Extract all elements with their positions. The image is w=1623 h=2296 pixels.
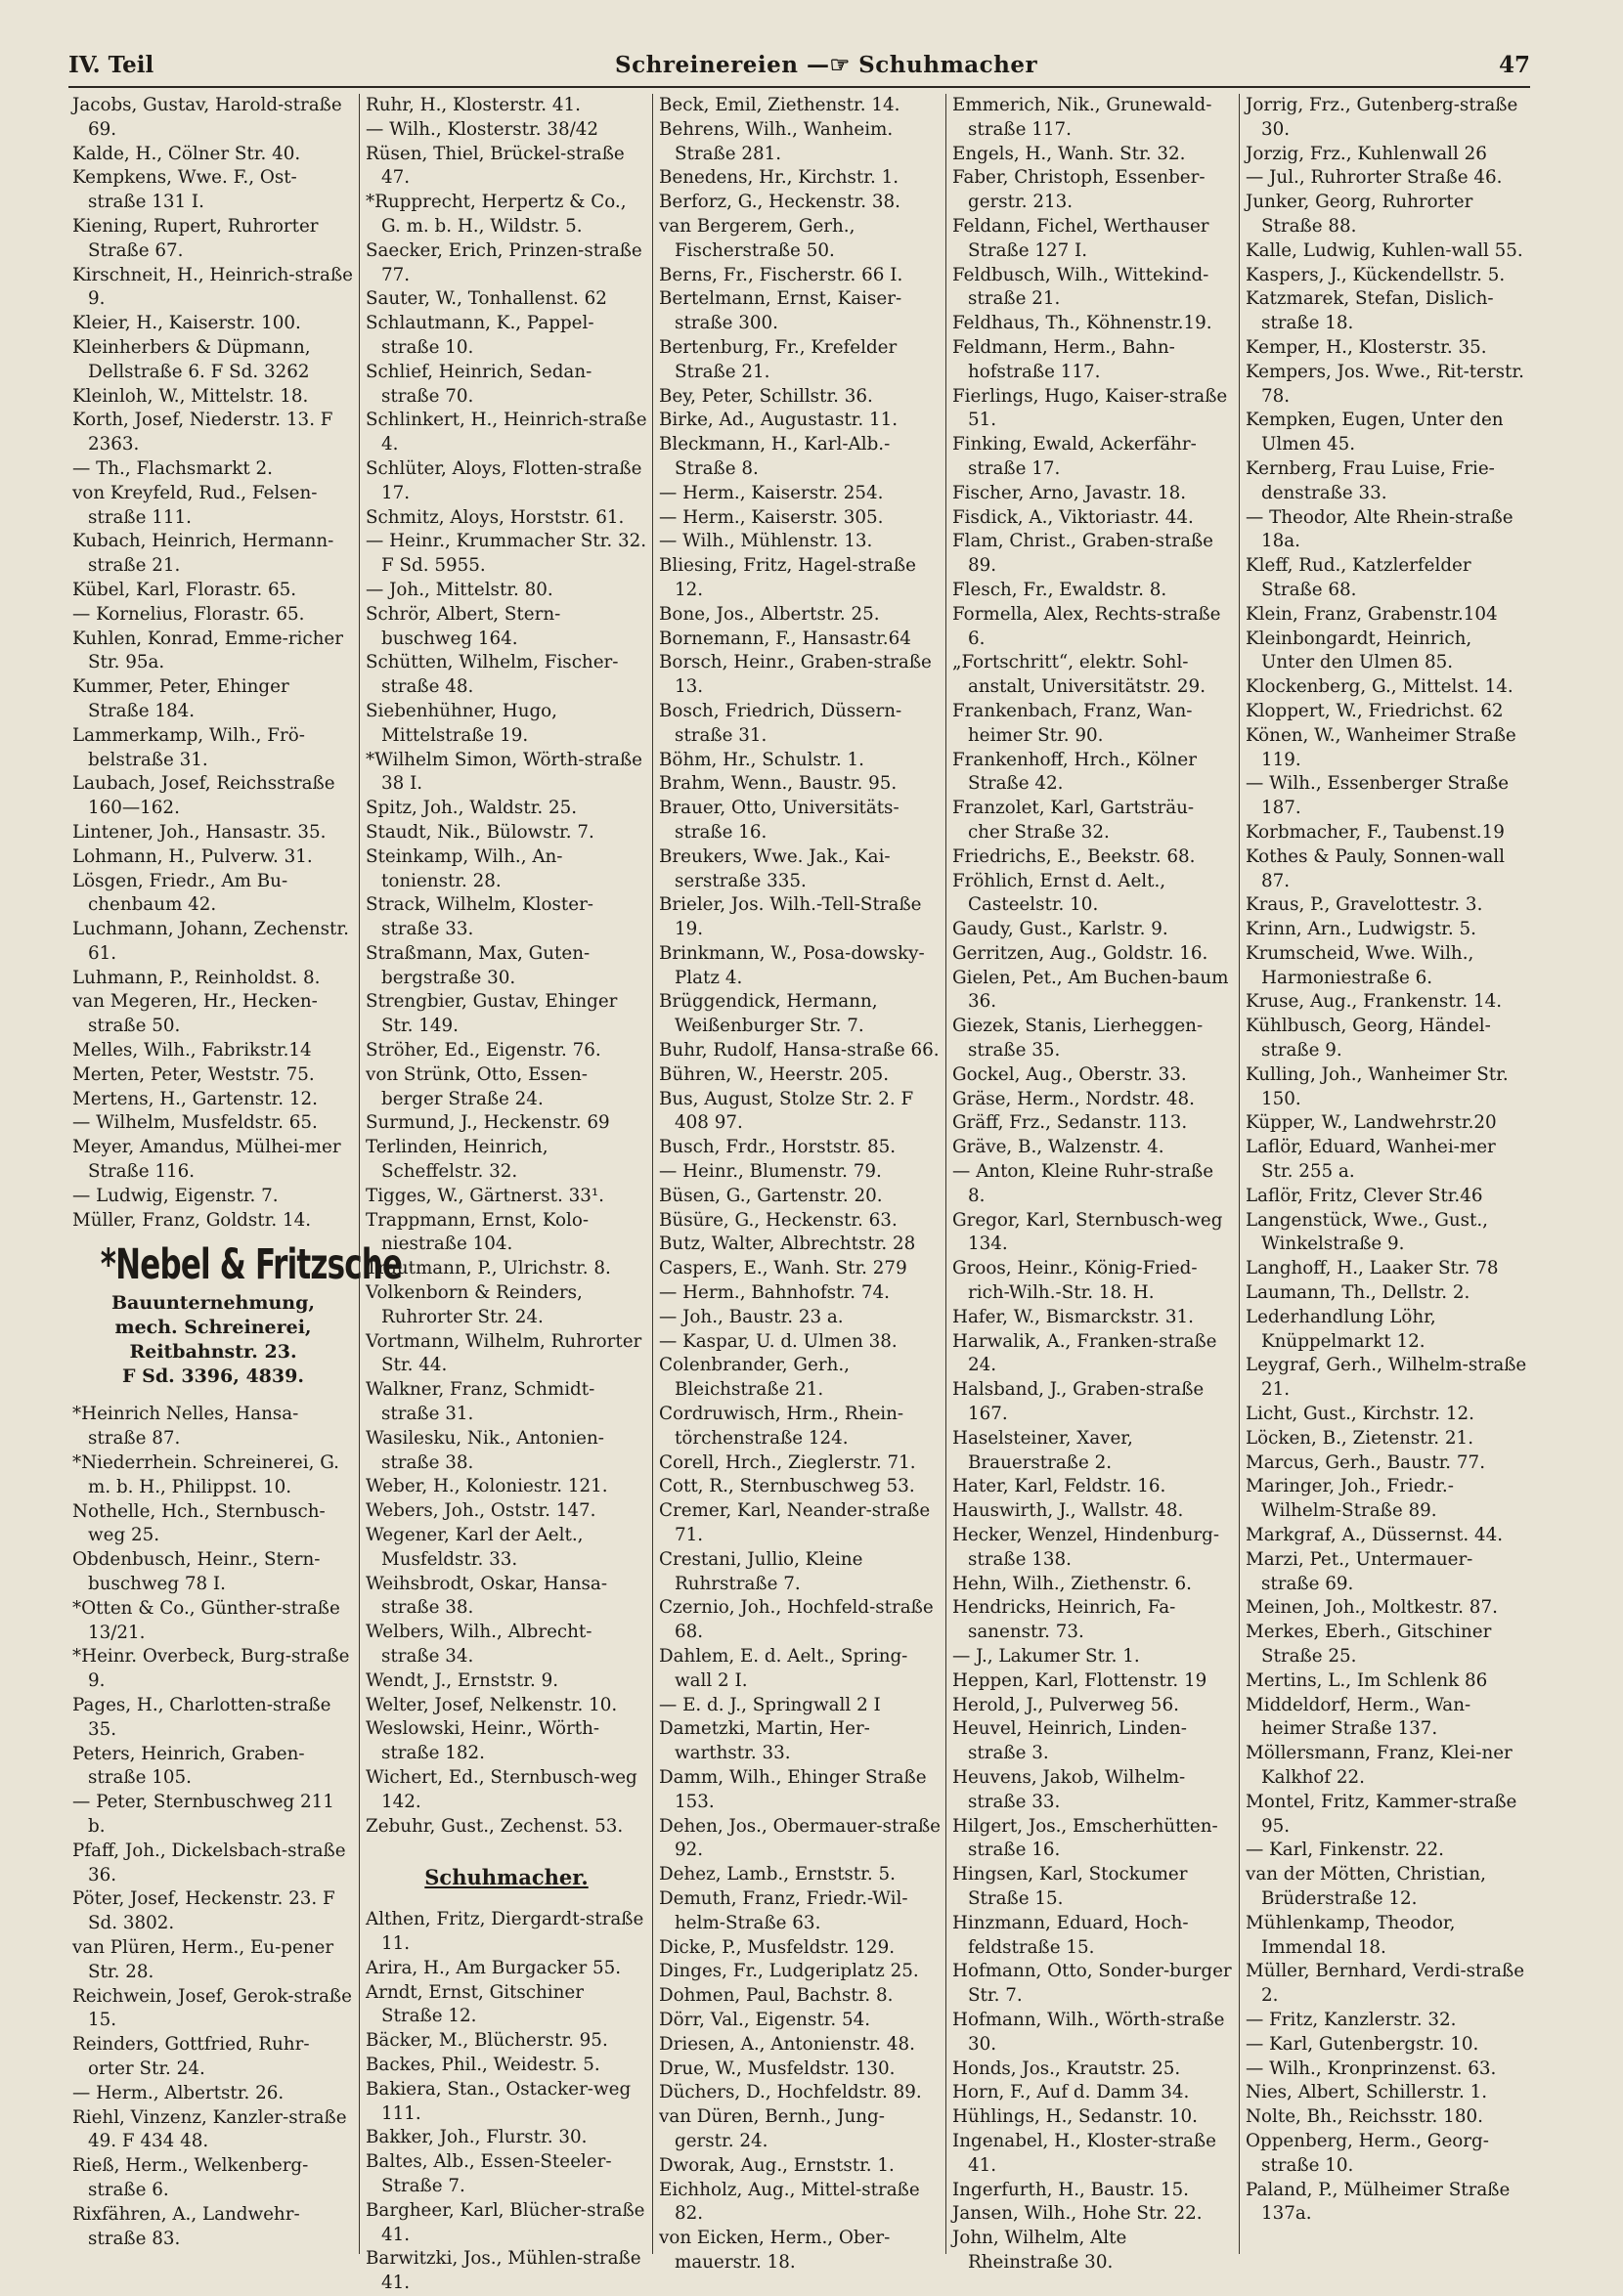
directory-entry: Obdenbusch, Heinr., Stern-buschweg 78 I. (72, 1549, 321, 1595)
directory-entry: — Anton, Kleine Ruhr-straße 8. (952, 1161, 1214, 1206)
directory-entry: Fisdick, A., Viktoriastr. 44. (952, 506, 1194, 528)
directory-entry: Bühren, W., Heerstr. 205. (659, 1063, 890, 1085)
directory-entry: Laflör, Fritz, Clever Str.46 (1246, 1185, 1483, 1206)
directory-entry: Mertins, L., Im Schlenk 86 (1246, 1669, 1488, 1691)
directory-entry: Weslowski, Heinr., Wörth-straße 182. (366, 1718, 600, 1764)
column-4 (946, 94, 1240, 2273)
directory-entry: Haselsteiner, Xaver, Brauerstraße 2. (952, 1427, 1133, 1473)
column-2 (360, 94, 653, 2294)
directory-entry: Schlüter, Aloys, Flotten-straße 17. (366, 457, 642, 503)
directory-entry: Gaudy, Gust., Karlstr. 9. (952, 919, 1168, 940)
directory-entry: Feldann, Fichel, Werthauser Straße 127 I. (952, 215, 1209, 261)
directory-entry: Ruhr, H., Klosterstr. 41. (366, 95, 581, 115)
directory-entry: Breukers, Wwe. Jak., Kai-serstraße 335. (659, 845, 891, 891)
directory-entry: Hendricks, Heinrich, Fa-sanenstr. 73. (952, 1597, 1176, 1643)
directory-entry: Lösgen, Friedr., Am Bu-chenbaum 42. (72, 870, 288, 916)
directory-entry: Reichwein, Josef, Gerok-straße 15. (72, 1985, 352, 2031)
directory-entry: Gregor, Karl, Sternbusch-weg 134. (952, 1209, 1223, 1255)
directory-entry: Weihsbrodt, Oskar, Hansa-straße 38. (366, 1573, 608, 1619)
ad-line: Bauunternehmung, (110, 1292, 316, 1315)
directory-entry: Siebenhühner, Hugo, Mittelstraße 19. (366, 700, 557, 746)
directory-entry: Könen, W., Wanheimer Straße 119. (1246, 724, 1516, 770)
directory-entry: Laumann, Th., Dellstr. 2. (1246, 1282, 1470, 1304)
directory-entry: Kleinherbers & Düpmann, Dellstraße 6. F Sd. 3262 (72, 336, 311, 382)
directory-entry: Schrör, Albert, Stern-buschweg 164. (366, 603, 561, 649)
directory-entry: Zebuhr, Gust., Zechenst. 53. (366, 1815, 624, 1837)
directory-entry: Langhoff, H., Laaker Str. 78 (1246, 1258, 1499, 1279)
directory-entry: Dohmen, Paul, Bachstr. 8. (659, 1985, 894, 2007)
directory-entry: Herold, J., Pulverweg 56. (952, 1694, 1179, 1715)
directory-entry: Arndt, Ernst, Gitschiner Straße 12. (366, 1981, 584, 2027)
directory-entry: Nies, Albert, Schillerstr. 1. (1246, 2082, 1488, 2103)
directory-entry: Butz, Walter, Albrechtstr. 28 (659, 1234, 916, 1255)
directory-entry: — J., Lakumer Str. 1. (952, 1646, 1140, 1667)
directory-entry: Engels, H., Wanh. Str. 32. (952, 143, 1186, 164)
directory-entry: Oppenberg, Herm., Georg-straße 10. (1246, 2130, 1489, 2176)
directory-entry: Kalde, H., Cölner Str. 40. (72, 143, 301, 164)
directory-entry: Middeldorf, Herm., Wan-heimer Straße 137. (1246, 1694, 1471, 1740)
directory-entry: Klein, Franz, Grabenstr.104 (1246, 603, 1498, 625)
directory-entry: Marzi, Pet., Untermauer-straße 69. (1246, 1548, 1473, 1594)
directory-entry: Spitz, Joh., Waldstr. 25. (366, 798, 578, 819)
directory-entry: Korth, Josef, Niederstr. 13. F 2363. (72, 410, 333, 455)
directory-entry: — Kaspar, U. d. Ulmen 38. (659, 1330, 898, 1352)
directory-entry: Kraus, P., Gravelottestr. 3. (1246, 894, 1483, 916)
directory-entry: — Wilh., Kronprinzenst. 63. (1246, 2058, 1497, 2079)
directory-entry: Kühlbusch, Georg, Händel-straße 9. (1246, 1016, 1491, 1061)
directory-entry: Hofmann, Otto, Sonder-burger Str. 7. (952, 1961, 1232, 2007)
directory-entry: von Strünk, Otto, Essen-berger Straße 24. (366, 1063, 588, 1109)
directory-entry: Benedens, Hr., Kirchstr. 1. (659, 167, 899, 189)
directory-entry: — E. d. J., Springwall 2 I (659, 1694, 881, 1715)
directory-entry: Wegener, Karl der Aelt., Musfeldstr. 33. (366, 1525, 584, 1570)
directory-entry: Bliesing, Fritz, Hagel-straße 12. (659, 555, 916, 600)
directory-entry: Cremer, Karl, Neander-straße 71. (659, 1500, 931, 1546)
directory-entry: Nolte, Bh., Reichsstr. 180. (1246, 2106, 1483, 2128)
directory-entry: Schmitz, Aloys, Horststr. 61. (366, 506, 625, 528)
directory-entry: Büsen, G., Gartenstr. 20. (659, 1185, 883, 1206)
directory-entry: Honds, Jos., Krautstr. 25. (952, 2058, 1181, 2079)
directory-entry: Barwitzki, Jos., Mühlen-straße 41. (366, 2248, 641, 2294)
directory-entry: Dahlem, E. d. Aelt., Spring-wall 2 I. (659, 1646, 908, 1691)
directory-entry: Volkenborn & Reinders, Ruhrorter Str. 24. (366, 1282, 583, 1327)
directory-entry: Baltes, Alb., Essen-Steeler-Straße 7. (366, 2151, 612, 2196)
directory-entry: Melles, Wilh., Fabrikstr.14 (72, 1040, 312, 1061)
directory-entry: Flesch, Fr., Ewaldstr. 8. (952, 579, 1167, 600)
directory-entry: Gräse, Herm., Nordstr. 48. (952, 1088, 1195, 1109)
directory-entry: Berforz, G., Heckenstr. 38. (659, 192, 900, 213)
directory-entry: von Kreyfeld, Rud., Felsen-straße 111. (72, 482, 318, 528)
directory-entry: Kruse, Aug., Frankenstr. 14. (1246, 991, 1503, 1013)
directory-entry: Kübel, Karl, Florastr. 65. (72, 579, 297, 600)
directory-entry: Hafer, W., Bismarckstr. 31. (952, 1306, 1194, 1327)
directory-entry: Brauer, Otto, Universitäts-straße 16. (659, 798, 899, 843)
directory-entry: Feldbusch, Wilh., Wittekind-straße 21. (952, 264, 1209, 310)
directory-entry: Peters, Heinrich, Graben-straße 105. (72, 1743, 305, 1789)
directory-entry: Berns, Fr., Fischerstr. 66 I. (659, 264, 903, 285)
directory-entry: Dworak, Aug., Ernststr. 1. (659, 2154, 895, 2176)
directory-entry: Meyer, Amandus, Mülhei-mer Straße 116. (72, 1137, 341, 1183)
directory-entry: Feldhaus, Th., Köhnenstr.19. (952, 313, 1212, 334)
directory-entry: — Joh., Baustr. 23 a. (659, 1306, 844, 1327)
directory-entry: Korbmacher, F., Taubenst.19 (1246, 821, 1505, 843)
directory-entry: Feldmann, Herm., Bahn-hofstraße 117. (952, 336, 1175, 382)
header-center: Schreinereien —☞ Schuhmacher (615, 51, 1038, 78)
directory-entry: Katzmarek, Stefan, Dislich-straße 18. (1246, 288, 1494, 334)
directory-entry: Flam, Christ., Graben-straße 89. (952, 531, 1214, 577)
directory-entry: Arira, H., Am Burgacker 55. (366, 1957, 622, 1978)
directory-entry: Bleckmann, H., Karl-Alb.-Straße 8. (659, 434, 891, 479)
directory-entry: Hühlings, H., Sedanstr. 10. (952, 2106, 1198, 2128)
directory-entry: Ingenabel, H., Kloster-straße 41. (952, 2130, 1216, 2176)
directory-entry: Dicke, P., Musfeldstr. 129. (659, 1936, 896, 1958)
directory-entry: Terlinden, Heinrich, Scheffelstr. 32. (366, 1137, 548, 1183)
directory-entry: Hilgert, Jos., Emscherhütten-straße 16. (952, 1815, 1218, 1861)
directory-entry: Langenstück, Wwe., Gust., Winkelstraße 9. (1246, 1209, 1488, 1255)
directory-entry: Buhr, Rudolf, Hansa-straße 66. (659, 1040, 940, 1061)
column-3 (653, 94, 946, 2273)
header-left: IV. Teil (68, 51, 154, 78)
directory-entry: Eichholz, Aug., Mittel-straße 82. (659, 2179, 920, 2225)
directory-entry: — Kornelius, Florastr. 65. (72, 603, 305, 625)
directory-entry: Jansen, Wilh., Hohe Str. 22. (952, 2203, 1203, 2225)
directory-entry: Kleff, Rud., Katzlerfelder Straße 68. (1246, 555, 1471, 600)
directory-entry: Driesen, A., Antonienstr. 48. (659, 2033, 915, 2055)
directory-entry: *Otten & Co., Günther-straße 13/21. (72, 1597, 340, 1643)
directory-entry: Friedrichs, E., Beekstr. 68. (952, 845, 1196, 867)
directory-entry: Dehez, Lamb., Ernststr. 5. (659, 1864, 896, 1885)
directory-entry: Gerritzen, Aug., Goldstr. 16. (952, 942, 1208, 964)
directory-entry: Bakker, Joh., Flurstr. 30. (366, 2127, 588, 2148)
directory-entry: Bey, Peter, Schillstr. 36. (659, 385, 873, 407)
directory-entry: Müller, Bernhard, Verdi-straße 2. (1246, 1961, 1525, 2007)
directory-entry: Junker, Georg, Ruhrorter Straße 88. (1246, 192, 1473, 237)
directory-entry: Giezek, Stanis, Lierheggen-straße 35. (952, 1016, 1204, 1061)
directory-entry: Fröhlich, Ernst d. Aelt., Casteelstr. 10. (952, 870, 1166, 916)
directory-entry: Lammerkamp, Wilh., Frö-belstraße 31. (72, 724, 305, 770)
directory-entry: Schlief, Heinrich, Sedan-straße 70. (366, 361, 592, 407)
directory-entry: Straßmann, Max, Guten-bergstraße 30. (366, 942, 591, 988)
directory-entry: Hauswirth, J., Wallstr. 48. (952, 1500, 1184, 1522)
directory-entry: Hinzmann, Eduard, Hoch-feldstraße 15. (952, 1912, 1189, 1958)
directory-entry: van der Mötten, Christian, Brüderstraße 12. (1246, 1864, 1486, 1909)
directory-entry: *Wilhelm Simon, Wörth-straße 38 I. (366, 749, 642, 795)
directory-entry: Harwalik, A., Franken-straße 24. (952, 1330, 1217, 1376)
directory-entry: Ströher, Ed., Eigenstr. 76. (366, 1040, 601, 1061)
directory-entry: Kempken, Eugen, Unter den Ulmen 45. (1246, 410, 1504, 455)
directory-entry: Kiening, Rupert, Ruhrorter Straße 67. (72, 215, 319, 261)
directory-entry: van Düren, Bernh., Jung-gerstr. 24. (659, 2106, 885, 2151)
directory-entry: Steinkamp, Wilh., An-tonienstr. 28. (366, 845, 563, 891)
directory-entry: Caspers, E., Wanh. Str. 279 (659, 1258, 907, 1279)
directory-entry: Böhm, Hr., Schulstr. 1. (659, 749, 864, 770)
ad-line: Reitbahnstr. 23. (129, 1341, 297, 1364)
directory-entry: Gockel, Aug., Oberstr. 33. (952, 1063, 1187, 1085)
directory-entry: Müller, Franz, Goldstr. 14. (72, 1209, 312, 1231)
directory-entry: Tigges, W., Gärtnerst. 33¹. (366, 1185, 604, 1206)
directory-entry: Dametzki, Martin, Her-warthstr. 33. (659, 1718, 870, 1764)
directory-entry: Borsch, Heinr., Graben-straße 13. (659, 652, 932, 698)
directory-entry: Gielen, Pet., Am Buchen-baum 36. (952, 967, 1229, 1013)
directory-entry: Trappmann, Ernst, Kolo-niestraße 104. (366, 1209, 590, 1255)
directory-entry: Schütten, Wilhelm, Fischer-straße 48. (366, 652, 619, 698)
directory-entry: Paland, P., Mülheimer Straße 137a. (1246, 2179, 1511, 2225)
directory-entry: Welter, Josef, Nelkenstr. 10. (366, 1694, 618, 1715)
directory-entry: — Herm., Kaiserstr. 254. (659, 482, 884, 503)
directory-entry: Kemper, H., Klosterstr. 35. (1246, 336, 1487, 358)
directory-entry: Surmund, J., Heckenstr. 69 (366, 1112, 610, 1134)
directory-entry: Formella, Alex, Rechts-straße 6. (952, 603, 1221, 649)
directory-entry: Rixfähren, A., Landwehr-straße 83. (72, 2203, 300, 2249)
directory-entry: Bone, Jos., Albertstr. 25. (659, 603, 880, 625)
directory-entry: Löcken, B., Zietenstr. 21. (1246, 1427, 1474, 1449)
directory-entry: Cordruwisch, Hrm., Rhein-törchenstraße 124. (659, 1404, 904, 1449)
directory-entry: — Jul., Ruhrorter Straße 46. (1246, 167, 1503, 189)
directory-entry: Bosch, Friedrich, Düssern-straße 31. (659, 700, 902, 746)
directory-entry: Montel, Fritz, Kammer-straße 95. (1246, 1791, 1517, 1837)
directory-entry: Birke, Ad., Augustastr. 11. (659, 410, 899, 431)
directory-entry: Kubach, Heinrich, Hermann-straße 21. (72, 531, 334, 577)
directory-entry: Hehn, Wilh., Ziethenstr. 6. (952, 1573, 1192, 1594)
directory-entry: *Heinr. Overbeck, Burg-straße 9. (72, 1646, 350, 1692)
directory-columns (66, 94, 1533, 2294)
directory-entry: Colenbrander, Gerh., Bleichstraße 21. (659, 1355, 850, 1401)
directory-entry: Heuvel, Heinrich, Linden-straße 3. (952, 1718, 1187, 1764)
directory-entry: Nothelle, Hch., Sternbusch-weg 25. (72, 1500, 326, 1546)
directory-entry: Behrens, Wilh., Wanheim. Straße 281. (659, 118, 894, 164)
directory-entry: Luhmann, P., Reinholdst. 8. (72, 967, 321, 988)
page-header (68, 43, 1530, 88)
ad-title: *Nebel & Fritzsche (100, 1240, 403, 1290)
directory-entry: Brinkmann, W., Posa-dowsky-Platz 4. (659, 942, 925, 988)
directory-entry: John, Wilhelm, Alte Rheinstraße 30. (952, 2228, 1127, 2273)
directory-entry: — Th., Flachsmarkt 2. (72, 457, 273, 479)
directory-entry: Büsüre, G., Heckenstr. 63. (659, 1209, 898, 1231)
column-1 (66, 94, 403, 2254)
directory-entry: — Wilh., Klosterstr. 38/42 (366, 118, 599, 140)
directory-entry: Reinders, Gottfried, Ruhr-orter Str. 24. (72, 2034, 310, 2079)
directory-entry: Bakiera, Stan., Ostacker-weg 111. (366, 2078, 632, 2124)
directory-entry: Trautmann, P., Ulrichstr. 8. (366, 1258, 611, 1279)
directory-entry: Markgraf, A., Düssernst. 44. (1246, 1525, 1504, 1546)
directory-entry: Kempers, Jos. Wwe., Rit-terstr. 78. (1246, 361, 1524, 407)
directory-entry: Bäcker, M., Blücherstr. 95. (366, 2030, 608, 2052)
directory-entry: Riehl, Vinzenz, Kanzler-straße 49. F 434 48. (72, 2106, 347, 2152)
directory-entry: Leygraf, Gerh., Wilhelm-straße 21. (1246, 1355, 1527, 1401)
directory-entry: Wendt, J., Ernststr. 9. (366, 1669, 559, 1691)
directory-entry: Kleier, H., Kaiserstr. 100. (72, 313, 301, 334)
directory-entry: Möllersmann, Franz, Klei-ner Kalkhof 22. (1246, 1743, 1513, 1788)
directory-entry: Hofmann, Wilh., Wörth-straße 30. (952, 2009, 1225, 2055)
directory-entry: Sauter, W., Tonhallenst. 62 (366, 288, 607, 310)
directory-entry: Licht, Gust., Kirchstr. 12. (1246, 1404, 1474, 1425)
directory-entry: Horn, F., Auf d. Damm 34. (952, 2082, 1190, 2103)
advertisement (72, 1238, 403, 1389)
directory-entry: Dehen, Jos., Obermauer-straße 92. (659, 1815, 942, 1861)
directory-entry: „Fortschritt“, elektr. Sohl-anstalt, Universitätstr. 29. (952, 652, 1206, 698)
directory-entry: Merten, Peter, Weststr. 75. (72, 1063, 315, 1085)
directory-entry: Emmerich, Nik., Grunewald-straße 117. (952, 95, 1212, 140)
directory-entry: van Plüren, Herm., Eu-pener Str. 28. (72, 1936, 334, 1982)
directory-entry: *Heinrich Nelles, Hansa-straße 87. (72, 1404, 299, 1450)
ad-line: mech. Schreinerei, (114, 1317, 312, 1339)
directory-entry: — Theodor, Alte Rhein-straße 18a. (1246, 506, 1513, 552)
directory-entry: Bornemann, F., Hansastr.64 (659, 628, 911, 649)
directory-entry: Halsband, J., Graben-straße 167. (952, 1379, 1205, 1425)
directory-entry: Strengbier, Gustav, Ehinger Str. 149. (366, 991, 618, 1037)
directory-entry: Heppen, Karl, Flottenstr. 19 (952, 1669, 1207, 1691)
directory-entry: — Karl, Gutenbergstr. 10. (1246, 2033, 1479, 2055)
directory-entry: Kothes & Pauly, Sonnen-wall 87. (1246, 845, 1505, 891)
directory-entry: Fierlings, Hugo, Kaiser-straße 51. (952, 385, 1228, 431)
ad-line: F Sd. 3396, 4839. (122, 1365, 304, 1388)
directory-entry: Klockenberg, G., Mittelst. 14. (1246, 676, 1513, 698)
directory-entry: Welbers, Wilh., Albrecht-straße 34. (366, 1622, 592, 1667)
directory-entry: Pöter, Josef, Heckenstr. 23. F Sd. 3802. (72, 1888, 335, 1934)
directory-entry: Hingsen, Karl, Stockumer Straße 15. (952, 1864, 1188, 1909)
directory-entry: Laubach, Josef, Reichsstraße 160—162. (72, 773, 335, 819)
directory-entry: Düchers, D., Hochfeldstr. 89. (659, 2082, 922, 2103)
directory-entry: Brieler, Jos. Wilh.-Tell-Straße 19. (659, 894, 922, 940)
directory-entry: Küpper, W., Landwehrstr.20 (1246, 1112, 1497, 1134)
directory-entry: Ingerfurth, H., Baustr. 15. (952, 2179, 1189, 2200)
directory-entry: Hater, Karl, Feldstr. 16. (952, 1476, 1166, 1497)
directory-entry: Dinges, Fr., Ludgeriplatz 25. (659, 1961, 919, 1982)
directory-entry: Kulling, Joh., Wanheimer Str. 150. (1246, 1063, 1509, 1109)
directory-entry: *Rupprecht, Herpertz & Co., G. m. b. H., Wildstr. 5. (366, 192, 627, 237)
directory-entry: Hecker, Wenzel, Hindenburg-straße 138. (952, 1525, 1220, 1570)
directory-entry: — Peter, Sternbuschweg 211 b. (72, 1792, 334, 1837)
directory-entry: Staudt, Nik., Bülowstr. 7. (366, 821, 594, 843)
directory-entry: Jorzig, Frz., Kuhlenwall 26 (1246, 143, 1487, 164)
directory-entry: — Herm., Albertstr. 26. (72, 2082, 285, 2103)
directory-entry: Marcus, Gerh., Baustr. 77. (1246, 1451, 1486, 1473)
directory-entry: Schlinkert, H., Heinrich-straße 4. (366, 410, 647, 455)
directory-entry: *Niederrhein. Schreinerei, G. m. b. H., Philippst. 10. (72, 1452, 339, 1497)
directory-entry: Kuhlen, Konrad, Emme-richer Str. 95a. (72, 628, 343, 673)
directory-entry: — Karl, Finkenstr. 22. (1246, 1840, 1444, 1861)
directory-entry: Brüggendick, Hermann, Weißenburger Str. 7. (659, 991, 878, 1037)
directory-entry: Mühlenkamp, Theodor, Immendal 18. (1246, 1912, 1456, 1958)
directory-entry: Dörr, Val., Eigenstr. 54. (659, 2009, 871, 2030)
directory-entry: Weber, H., Koloniestr. 121. (366, 1476, 608, 1497)
directory-entry: Bus, August, Stolze Str. 2. F 408 97. (659, 1088, 914, 1134)
directory-entry: Frankenbach, Franz, Wan-heimer Str. 90. (952, 700, 1193, 746)
directory-entry: Luchmann, Johann, Zechenstr. 61. (72, 919, 349, 964)
directory-entry: Laflör, Eduard, Wanhei-mer Str. 255 a. (1246, 1137, 1496, 1183)
directory-entry: Pages, H., Charlotten-straße 35. (72, 1695, 331, 1740)
directory-entry: Drue, W., Musfeldstr. 130. (659, 2058, 896, 2079)
directory-entry: Faber, Christoph, Essenber-gerstr. 213. (952, 167, 1206, 213)
directory-entry: Cott, R., Sternbuschweg 53. (659, 1476, 915, 1497)
directory-entry: Heuvens, Jakob, Wilhelm-straße 33. (952, 1766, 1186, 1812)
directory-entry: — Heinr., Blumenstr. 79. (659, 1161, 882, 1183)
directory-entry: Crestani, Jullio, Kleine Ruhrstraße 7. (659, 1548, 863, 1594)
directory-entry: Finking, Ewald, Ackerfähr-straße 17. (952, 434, 1197, 479)
directory-entry: — Herm., Bahnhofstr. 74. (659, 1282, 890, 1304)
directory-entry: Krinn, Arn., Ludwigstr. 5. (1246, 919, 1476, 940)
column-5 (1240, 94, 1533, 2254)
directory-entry: Merkes, Eberh., Gitschiner Straße 25. (1246, 1622, 1492, 1667)
directory-entry: Jacobs, Gustav, Harold-straße 69. (72, 95, 342, 140)
directory-entry: Czernio, Joh., Hochfeld-straße 68. (659, 1597, 934, 1643)
directory-entry: Damm, Wilh., Ehinger Straße 153. (659, 1766, 927, 1812)
directory-entry: Althen, Fritz, Diergardt-straße 11. (366, 1909, 644, 1954)
directory-entry: Frankenhoff, Hrch., Kölner Straße 42. (952, 749, 1197, 795)
directory-entry: von Eicken, Herm., Ober-mauerstr. 18. (659, 2228, 891, 2273)
directory-entry: Lintener, Joh., Hansastr. 35. (72, 821, 327, 843)
directory-entry: Strack, Wilhelm, Kloster-straße 33. (366, 894, 593, 940)
directory-entry: — Wilhelm, Musfeldstr. 65. (72, 1112, 318, 1134)
directory-entry: Kirschneit, H., Heinrich-straße 9. (72, 264, 353, 310)
directory-entry: Walkner, Franz, Schmidt-straße 31. (366, 1379, 595, 1425)
directory-entry: Brahm, Wenn., Baustr. 95. (659, 773, 898, 795)
directory-entry: Mertens, H., Gartenstr. 12. (72, 1088, 318, 1109)
directory-entry: van Megeren, Hr., Hecken-straße 50. (72, 991, 318, 1037)
directory-entry: Backes, Phil., Weidestr. 5. (366, 2054, 600, 2075)
directory-entry: Kloppert, W., Friedrichst. 62 (1246, 700, 1504, 721)
page-number: 47 (1498, 51, 1530, 78)
directory-entry: Maringer, Joh., Friedr.-Wilhelm-Straße 89. (1246, 1476, 1454, 1522)
directory-entry: — Joh., Mittelstr. 80. (366, 579, 553, 600)
directory-entry: Meinen, Joh., Moltkestr. 87. (1246, 1597, 1498, 1619)
directory-entry: Gräff, Frz., Sedanstr. 113. (952, 1112, 1188, 1134)
directory-entry: Busch, Frdr., Horststr. 85. (659, 1137, 897, 1158)
directory-entry: Webers, Joh., Oststr. 147. (366, 1500, 596, 1522)
directory-entry: — Fritz, Kanzlerstr. 32. (1246, 2009, 1457, 2030)
directory-entry: Wasilesku, Nik., Antonien-straße 38. (366, 1427, 604, 1473)
directory-entry: Jorrig, Frz., Gutenberg-straße 30. (1246, 95, 1518, 140)
directory-entry: Groos, Heinr., König-Fried-rich-Wilh.-Str. 18. H. (952, 1258, 1198, 1304)
directory-entry: Fischer, Arno, Javastr. 18. (952, 482, 1187, 503)
directory-entry: Krumscheid, Wwe. Wilh., Harmoniestraße 6. (1246, 942, 1474, 988)
directory-entry: Kalle, Ludwig, Kuhlen-wall 55. (1246, 239, 1523, 261)
directory-entry: — Wilh., Essenberger Straße 187. (1246, 773, 1510, 819)
directory-entry: Vortmann, Wilhelm, Ruhrorter Str. 44. (366, 1330, 642, 1376)
directory-entry: Wichert, Ed., Sternbusch-weg 142. (366, 1766, 637, 1812)
directory-entry: — Heinr., Krummacher Str. 32. F Sd. 5955. (366, 531, 647, 577)
directory-entry: Pfaff, Joh., Dickelsbach-straße 36. (72, 1840, 346, 1885)
directory-entry: Franzolet, Karl, Gartsträu-cher Straße 32. (952, 798, 1195, 843)
directory-entry: Kempkens, Wwe. F., Ost-straße 131 I. (72, 167, 297, 213)
directory-entry: Demuth, Franz, Friedr.-Wil-helm-Straße 63. (659, 1887, 908, 1933)
directory-entry: Gräve, B., Walzenstr. 4. (952, 1137, 1164, 1158)
directory-entry: Kleinbongardt, Heinrich, Unter den Ulmen 85. (1246, 628, 1472, 673)
directory-entry: Rüsen, Thiel, Brückel-straße 47. (366, 143, 625, 189)
directory-entry: Corell, Hrch., Zieglerstr. 71. (659, 1451, 916, 1473)
directory-entry: Lohmann, H., Pulverw. 31. (72, 845, 313, 867)
directory-entry: — Herm., Kaiserstr. 305. (659, 506, 884, 528)
directory-entry: Bertelmann, Ernst, Kaiser-straße 300. (659, 288, 902, 334)
directory-entry: Bargheer, Karl, Blücher-straße 41. (366, 2199, 645, 2245)
directory-entry: — Wilh., Mühlenstr. 13. (659, 531, 873, 552)
directory-entry: Kummer, Peter, Ehinger Straße 184. (72, 676, 289, 721)
directory-entry: Bertenburg, Fr., Krefelder Straße 21. (659, 336, 898, 382)
directory-entry: Schlautmann, K., Pappel-straße 10. (366, 313, 594, 358)
directory-entry: Rieß, Herm., Welkenberg-straße 6. (72, 2155, 309, 2200)
directory-entry: Kernberg, Frau Luise, Frie-denstraße 33. (1246, 457, 1495, 503)
section-heading: Schuhmacher. (424, 1865, 589, 1890)
directory-entry: Saecker, Erich, Prinzen-straße 77. (366, 239, 642, 285)
directory-entry: Lederhandlung Löhr, Knüppelmarkt 12. (1246, 1306, 1436, 1352)
directory-entry: Kaspers, J., Kückendellstr. 5. (1246, 264, 1506, 285)
directory-entry: Beck, Emil, Ziethenstr. 14. (659, 95, 900, 115)
directory-entry: van Bergerem, Gerh., Fischerstraße 50. (659, 215, 855, 261)
directory-entry: Kleinloh, W., Mittelstr. 18. (72, 385, 309, 407)
directory-entry: — Ludwig, Eigenstr. 7. (72, 1185, 279, 1206)
